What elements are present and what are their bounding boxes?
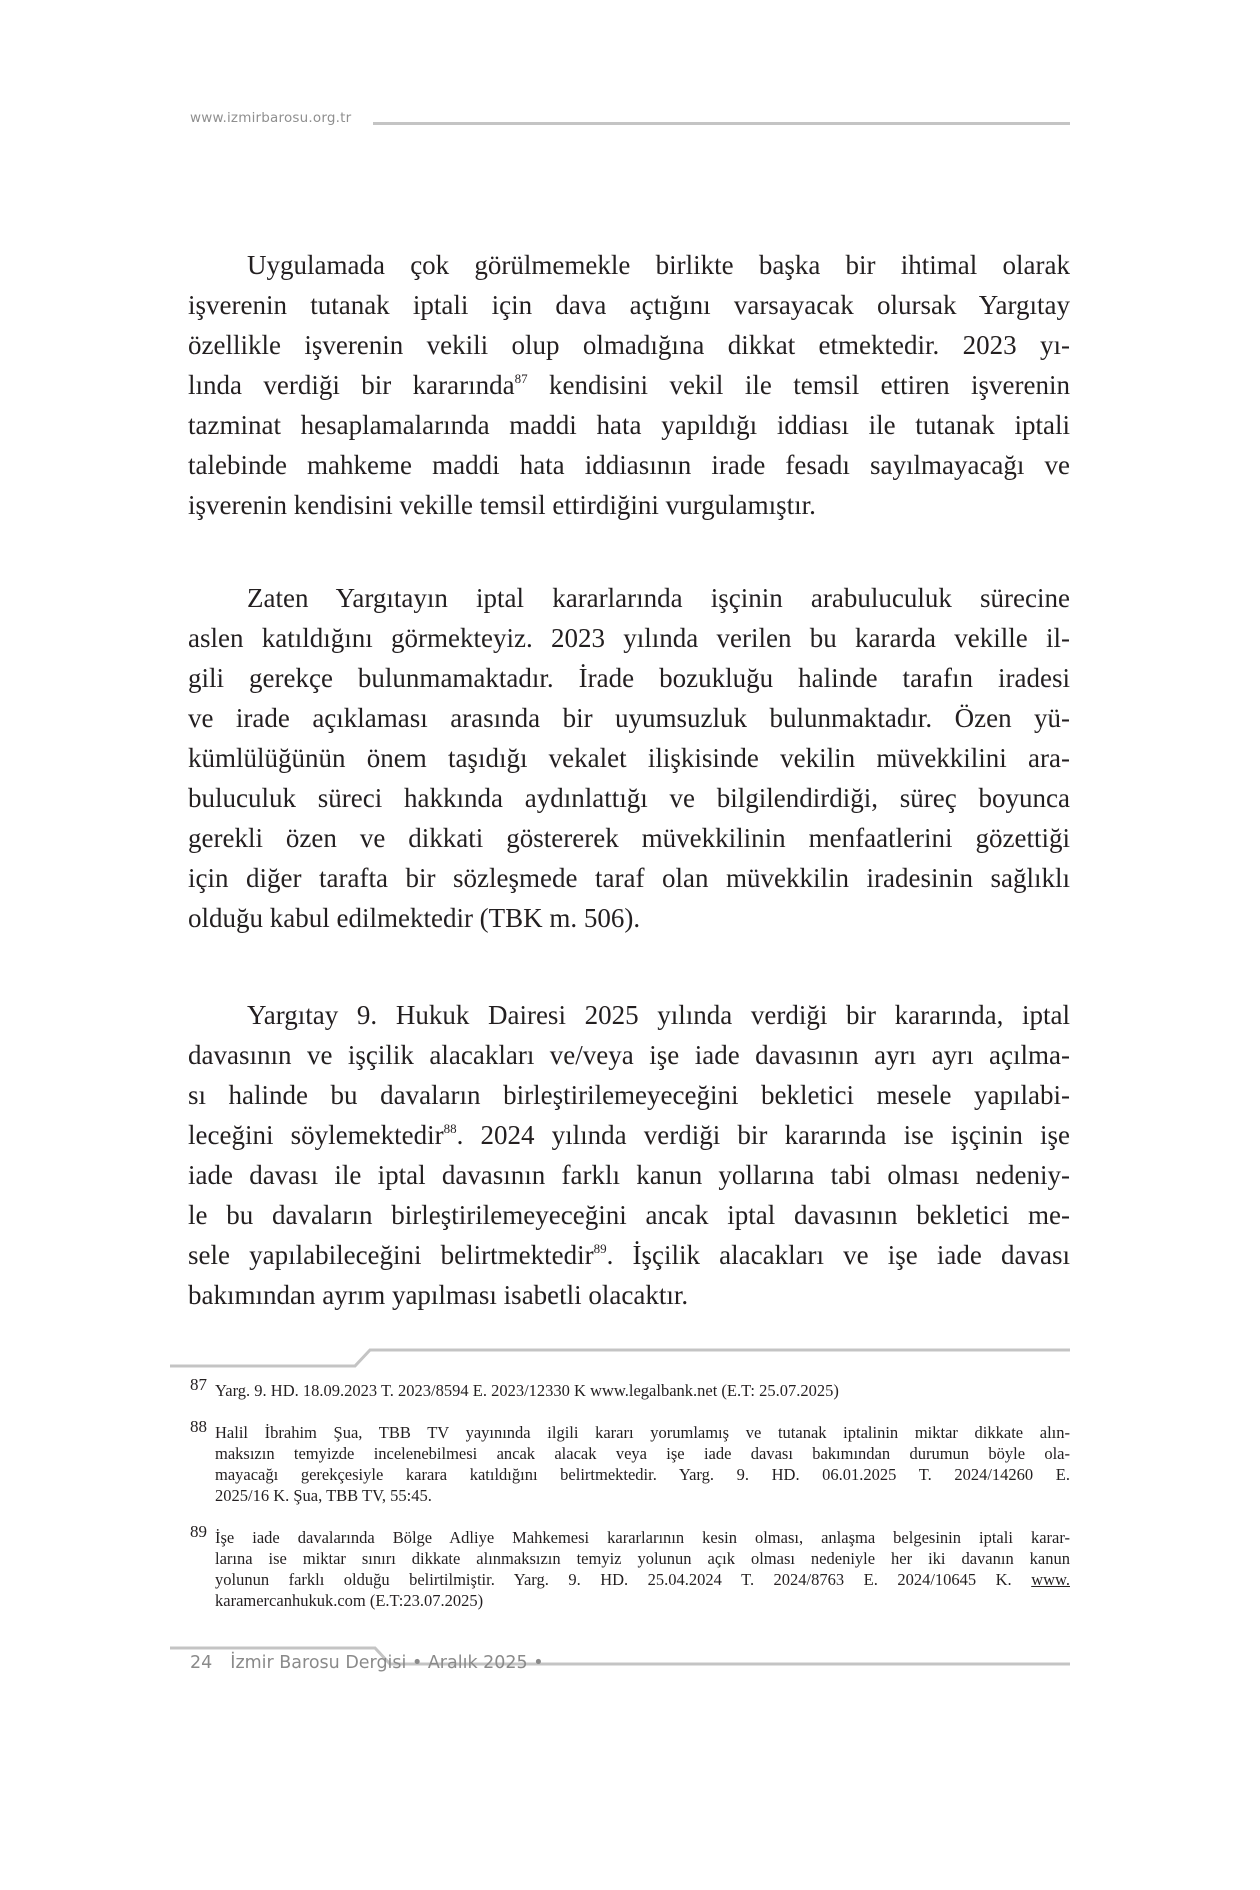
paragraph-line: sı halinde bu davaların birleştirilemeyeceğini bekletici mesele yapılabi- [188, 1080, 1070, 1110]
footnote-87 [188, 1375, 1070, 1401]
footnote-number: 89 [190, 1522, 207, 1541]
paragraph-line: Uygulamada çok görülmemekle birlikte başka bir ihtimal olarak [247, 250, 1070, 280]
footnote-line: Yarg. 9. HD. 18.09.2023 T. 2023/8594 E. 2023/12330 K www.legalbank.net (E.T: 25.07.2025) [215, 1381, 839, 1400]
footnote-line: 2025/16 K. Şua, TBB TV, 55:45. [215, 1486, 432, 1505]
paragraph-line: tazminat hesaplamalarında maddi hata yapıldığı iddiası ile tutanak iptali [188, 410, 1070, 440]
paragraph-line: Yargıtay 9. Hukuk Dairesi 2025 yılında verdiği bir kararında, iptal [247, 1000, 1070, 1030]
line-text: . 2024 yılında verdiği bir kararında ise işçinin işe [456, 1120, 1070, 1150]
paragraph-line: işverenin kendisini vekille temsil ettirdiğini vurgulamıştır. [188, 490, 816, 520]
footer [190, 1653, 544, 1673]
footnote-line: maksızın temyizde incelenebilmesi ancak alacak veya işe iade davası bakımından durumun böyle ola- [215, 1444, 1070, 1463]
paragraph-line: özellikle işverenin vekili olup olmadığına dikkat etmektedir. 2023 yı- [188, 330, 1070, 360]
paragraph-line: davasının ve işçilik alacakları ve/veya işe iade davasının ayrı ayrı açılma- [188, 1040, 1070, 1070]
paragraph-line: le bu davaların birleştirilemeyeceğini ancak iptal davasının bekletici me- [188, 1200, 1070, 1230]
footnote-line: Halil İbrahim Şua, TBB TV yayınında ilgili kararı yorumlamış ve tutanak iptalinin miktar dikkate alın- [215, 1423, 1070, 1442]
paragraph-line: ve irade açıklaması arasında bir uyumsuzluk bulunmaktadır. Özen yü- [188, 703, 1070, 733]
line-text: lında verdiği bir kararında [188, 370, 515, 400]
paragraph-line: gili gerekçe bulunmamaktadır. İrade bozukluğu halinde tarafın iradesi [188, 663, 1070, 693]
footnotes [188, 1375, 1070, 1611]
paragraph-line: için diğer tarafta bir sözleşmede taraf olan müvekkilin iradesinin sağlıklı [188, 863, 1070, 893]
paragraph-line: kümlülüğünün önem taşıdığı vekalet ilişkisinde vekilin müvekkilini ara- [188, 743, 1070, 773]
header-url: www.izmirbarosu.org.tr [190, 110, 352, 126]
page-number: 24 [190, 1653, 213, 1673]
line-text: kendisini vekil ile temsil ettiren işverenin [527, 370, 1070, 400]
footnote-number: 88 [190, 1417, 207, 1436]
paragraph-line: talebinde mahkeme maddi hata iddiasının irade fesadı sayılmayacağı ve [188, 450, 1070, 480]
footnote-89 [188, 1522, 1070, 1611]
paragraph-line: bakımından ayrım yapılması isabetli olacaktır. [188, 1280, 689, 1310]
line-text: . İşçilik alacakları ve işe iade davası [606, 1240, 1070, 1270]
paragraph-line: gerekli özen ve dikkati göstererek müvekkilinin menfaatlerini gözettiği [188, 823, 1070, 853]
journal-title: İzmir Barosu Dergisi • Aralık 2025 • [230, 1653, 544, 1673]
paragraph-line: Zaten Yargıtayın iptal kararlarında işçinin arabuluculuk sürecine [247, 583, 1070, 613]
footnote-ref-89[interactable]: 89 [593, 1241, 607, 1256]
line-text: yolunun farklı olduğu belirtilmiştir. Yarg. 9. HD. 25.04.2024 T. 2024/8763 E. 2024/10645 K. [215, 1570, 1032, 1589]
line-text: leceğini söylemektedir [188, 1120, 444, 1150]
footnote-number: 87 [190, 1375, 207, 1394]
footnote-ref-88[interactable]: 88 [443, 1121, 457, 1136]
paragraph-line: aslen katıldığını görmekteyiz. 2023 yılında verilen bu kararda vekille il- [188, 623, 1070, 653]
line-text: sele yapılabileceğini belirtmektedir [188, 1240, 594, 1270]
footnote-line: mayacağı gerekçesiyle karara katıldığını belirtmektedir. Yarg. 9. HD. 06.01.2025 T. 2024/14260 E. [215, 1465, 1070, 1484]
source-link[interactable]: www. [1031, 1570, 1070, 1589]
footnote-line: İşe iade davalarında Bölge Adliye Mahkemesi kararlarının kesin olması, anlaşma belgesinin iptali karar- [215, 1528, 1070, 1547]
footnote-ref-87[interactable]: 87 [514, 371, 528, 386]
footnote-line: larına ise miktar sınırı dikkate alınmaksızın temyiz yolunun açık olması nedeniyle her iki davanın kanun [215, 1549, 1070, 1568]
paragraph-line: olduğu kabul edilmektedir (TBK m. 506). [188, 903, 641, 933]
footnote-separator [170, 1350, 1070, 1366]
footnote-line [215, 1569, 1070, 1590]
footnote-line: karamercanhukuk.com (E.T:23.07.2025) [215, 1591, 484, 1610]
paragraph-line: buluculuk süreci hakkında aydınlattığı ve bilgilendirdiği, süreç boyunca [188, 783, 1070, 813]
footnote-88 [188, 1417, 1070, 1506]
paragraph-line: iade davası ile iptal davasının farklı kanun yollarına tabi olması nedeniy- [188, 1160, 1070, 1190]
paragraph-line: işverenin tutanak iptali için dava açtığını varsayacak olursak Yargıtay [188, 290, 1070, 320]
